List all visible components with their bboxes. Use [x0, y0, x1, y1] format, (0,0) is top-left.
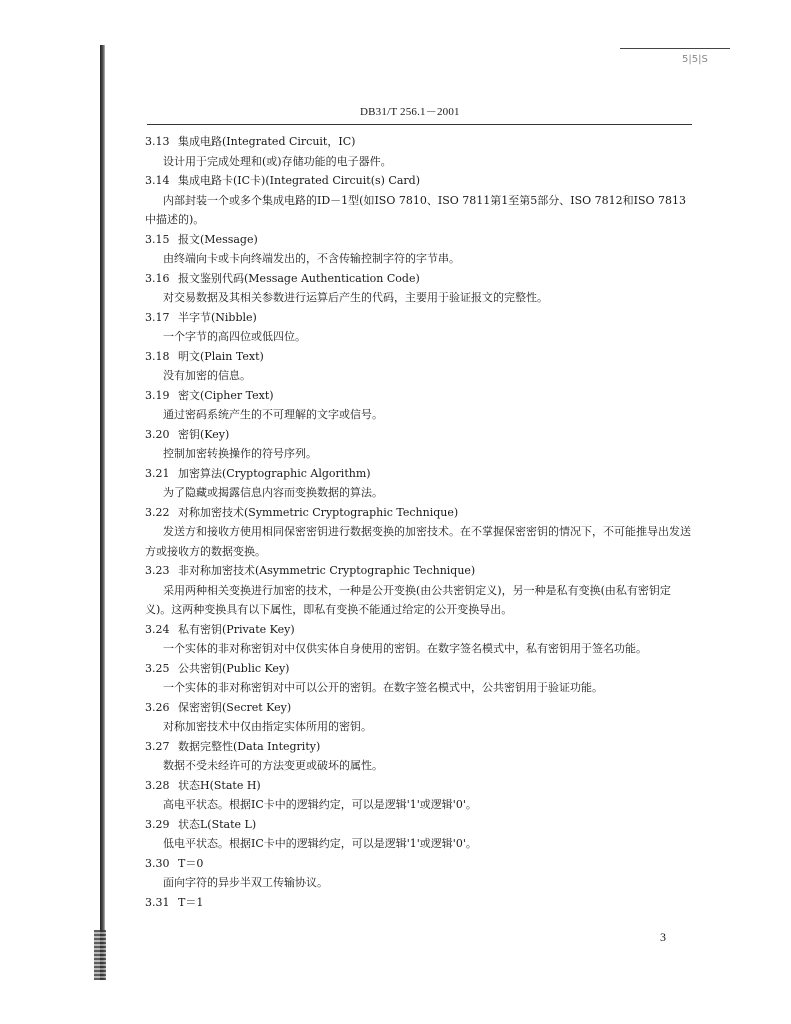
definition-entry — [0, 698, 791, 737]
entry-number: 3.25 — [145, 661, 170, 675]
entry-title — [145, 893, 791, 913]
entry-term: 公共密钥(Public Key) — [178, 661, 290, 675]
entry-definition: 内部封装一个或多个集成电路的ID－1型(如ISO 7810、ISO 7811第1至第5部分、ISO 7812和ISO 7813中描述的)。 — [145, 193, 687, 226]
entry-definition: 一个实体的非对称密钥对中可以公开的密钥。在数字签名模式中，公共密钥用于验证功能。 — [163, 681, 603, 694]
entry-title — [145, 815, 791, 835]
header-rule — [147, 124, 692, 125]
scan-binding-stain — [94, 930, 106, 980]
entry-term: 数据完整性(Data Integrity) — [178, 739, 321, 753]
entry-term: 半字节(Nibble) — [178, 310, 257, 324]
definition-entry — [0, 893, 791, 913]
entry-number: 3.27 — [145, 739, 170, 753]
entry-term: 集成电路(Integrated Circuit，IC) — [178, 135, 356, 148]
entry-term: 密文(Cipher Text) — [178, 388, 274, 402]
entry-title — [145, 308, 791, 328]
entry-term: 报文(Message) — [178, 232, 258, 246]
entry-term: 私有密钥(Private Key) — [178, 622, 295, 636]
entry-number: 3.23 — [145, 564, 170, 577]
entry-definition: 通过密码系统产生的不可理解的文字或信号。 — [163, 408, 383, 421]
definition-entry — [0, 737, 791, 776]
definition-entry — [0, 815, 791, 854]
entry-definition: 设计用于完成处理和(或)存储功能的电子器件。 — [163, 154, 392, 168]
definition-entry — [0, 269, 791, 308]
definition-entry — [0, 503, 791, 562]
entry-number: 3.14 — [145, 174, 170, 187]
entry-title — [145, 503, 791, 523]
entry-title — [145, 425, 791, 445]
entry-title — [145, 561, 791, 581]
entry-title — [145, 230, 791, 250]
entry-title — [145, 737, 791, 757]
entry-definition: 为了隐藏或揭露信息内容而变换数据的算法。 — [163, 486, 383, 499]
standard-code-header: DB31/T 256.1－2001 — [360, 106, 460, 118]
definition-entry — [0, 464, 791, 503]
definition-entry — [0, 854, 791, 893]
entry-definition: 低电平状态。根据IC卡中的逻辑约定，可以是逻辑'1'或逻辑'0'。 — [163, 837, 477, 850]
entry-title — [145, 386, 791, 406]
entry-term: 状态H(State H) — [178, 778, 261, 792]
entry-title — [145, 776, 791, 796]
definition-entry — [0, 659, 791, 698]
entry-definition: 数据不受未经许可的方法变更或破坏的属性。 — [163, 759, 383, 772]
entry-number: 3.15 — [145, 232, 170, 246]
entry-number: 3.21 — [145, 466, 170, 480]
entry-term: 集成电路卡(IC卡)(Integrated Circuit(s) Card) — [178, 174, 420, 187]
entry-definition: 对称加密技术中仅由指定实体所用的密钥。 — [163, 720, 372, 733]
definition-entry — [0, 230, 791, 269]
entry-definition: 控制加密转换操作的符号序列。 — [163, 447, 317, 460]
entry-definition: 一个字节的高四位或低四位。 — [163, 330, 306, 343]
entry-term: 对称加密技术(Symmetric Cryptographic Technique) — [178, 505, 459, 519]
entry-title — [145, 171, 791, 191]
definition-entry — [0, 561, 791, 620]
entry-title — [145, 132, 791, 152]
entry-number: 3.13 — [145, 135, 170, 148]
page-number: 3 — [660, 930, 666, 944]
entry-number: 3.26 — [145, 700, 170, 714]
entry-number: 3.30 — [145, 856, 170, 870]
entry-title — [145, 659, 791, 679]
entry-definition: 由终端向卡或卡向终端发出的，不含传输控制字符的字节串。 — [163, 252, 460, 265]
entry-term: 明文(Plain Text) — [178, 349, 264, 363]
definition-entry — [0, 386, 791, 425]
entry-title — [145, 620, 791, 640]
entry-number: 3.24 — [145, 622, 170, 636]
entry-number: 3.28 — [145, 778, 170, 792]
entry-number: 3.31 — [145, 895, 170, 909]
entry-term: 报文鉴别代码(Message Authentication Code) — [178, 271, 420, 285]
entry-definition: 发送方和接收方使用相同保密密钥进行数据变换的加密技术。在不掌握保密密钥的情况下，不可能推导出发送方或接收方的数据变换。 — [145, 525, 691, 558]
definition-entry — [0, 776, 791, 815]
entry-number: 3.17 — [145, 310, 170, 324]
corner-mark: 5|5|S — [682, 54, 708, 65]
entry-title — [145, 464, 791, 484]
scan-top-rule — [620, 48, 730, 49]
entry-definition: 高电平状态。根据IC卡中的逻辑约定，可以是逻辑'1'或逻辑'0'。 — [163, 798, 477, 811]
entry-number: 3.16 — [145, 271, 170, 285]
entry-number: 3.19 — [145, 388, 170, 402]
entry-term: 加密算法(Cryptographic Algorithm) — [178, 466, 371, 480]
entry-term: 密钥(Key) — [178, 427, 230, 441]
definitions-list — [0, 132, 791, 912]
definition-entry — [0, 132, 791, 171]
entry-term: T＝1 — [178, 895, 204, 909]
entry-definition: 采用两种相关变换进行加密的技术，一种是公开变换(由公共密钥定义)，另一种是私有变换(由私有密钥定义)。这两种变换具有以下属性，即私有变换不能通过给定的公开变换导出。 — [145, 583, 671, 616]
definition-entry — [0, 171, 791, 230]
definition-entry — [0, 347, 791, 386]
entry-term: 保密密钥(Secret Key) — [178, 700, 292, 714]
entry-title — [145, 269, 791, 289]
entry-definition: 面向字符的异步半双工传输协议。 — [163, 876, 328, 889]
entry-title — [145, 347, 791, 367]
entry-number: 3.29 — [145, 817, 170, 831]
entry-number: 3.22 — [145, 505, 170, 519]
entry-title — [145, 698, 791, 718]
entry-term: 非对称加密技术(Asymmetric Cryptographic Technique) — [178, 564, 476, 577]
entry-number: 3.18 — [145, 349, 170, 363]
entry-definition: 没有加密的信息。 — [163, 369, 251, 382]
entry-title — [145, 854, 791, 874]
entry-term: 状态L(State L) — [178, 817, 257, 831]
definition-entry — [0, 425, 791, 464]
entry-term: T＝0 — [178, 856, 204, 870]
entry-definition: 一个实体的非对称密钥对中仅供实体自身使用的密钥。在数字签名模式中，私有密钥用于签名功能。 — [163, 642, 647, 655]
definition-entry — [0, 620, 791, 659]
definition-entry — [0, 308, 791, 347]
entry-definition: 对交易数据及其相关参数进行运算后产生的代码，主要用于验证报文的完整性。 — [163, 291, 548, 304]
entry-number: 3.20 — [145, 427, 170, 441]
